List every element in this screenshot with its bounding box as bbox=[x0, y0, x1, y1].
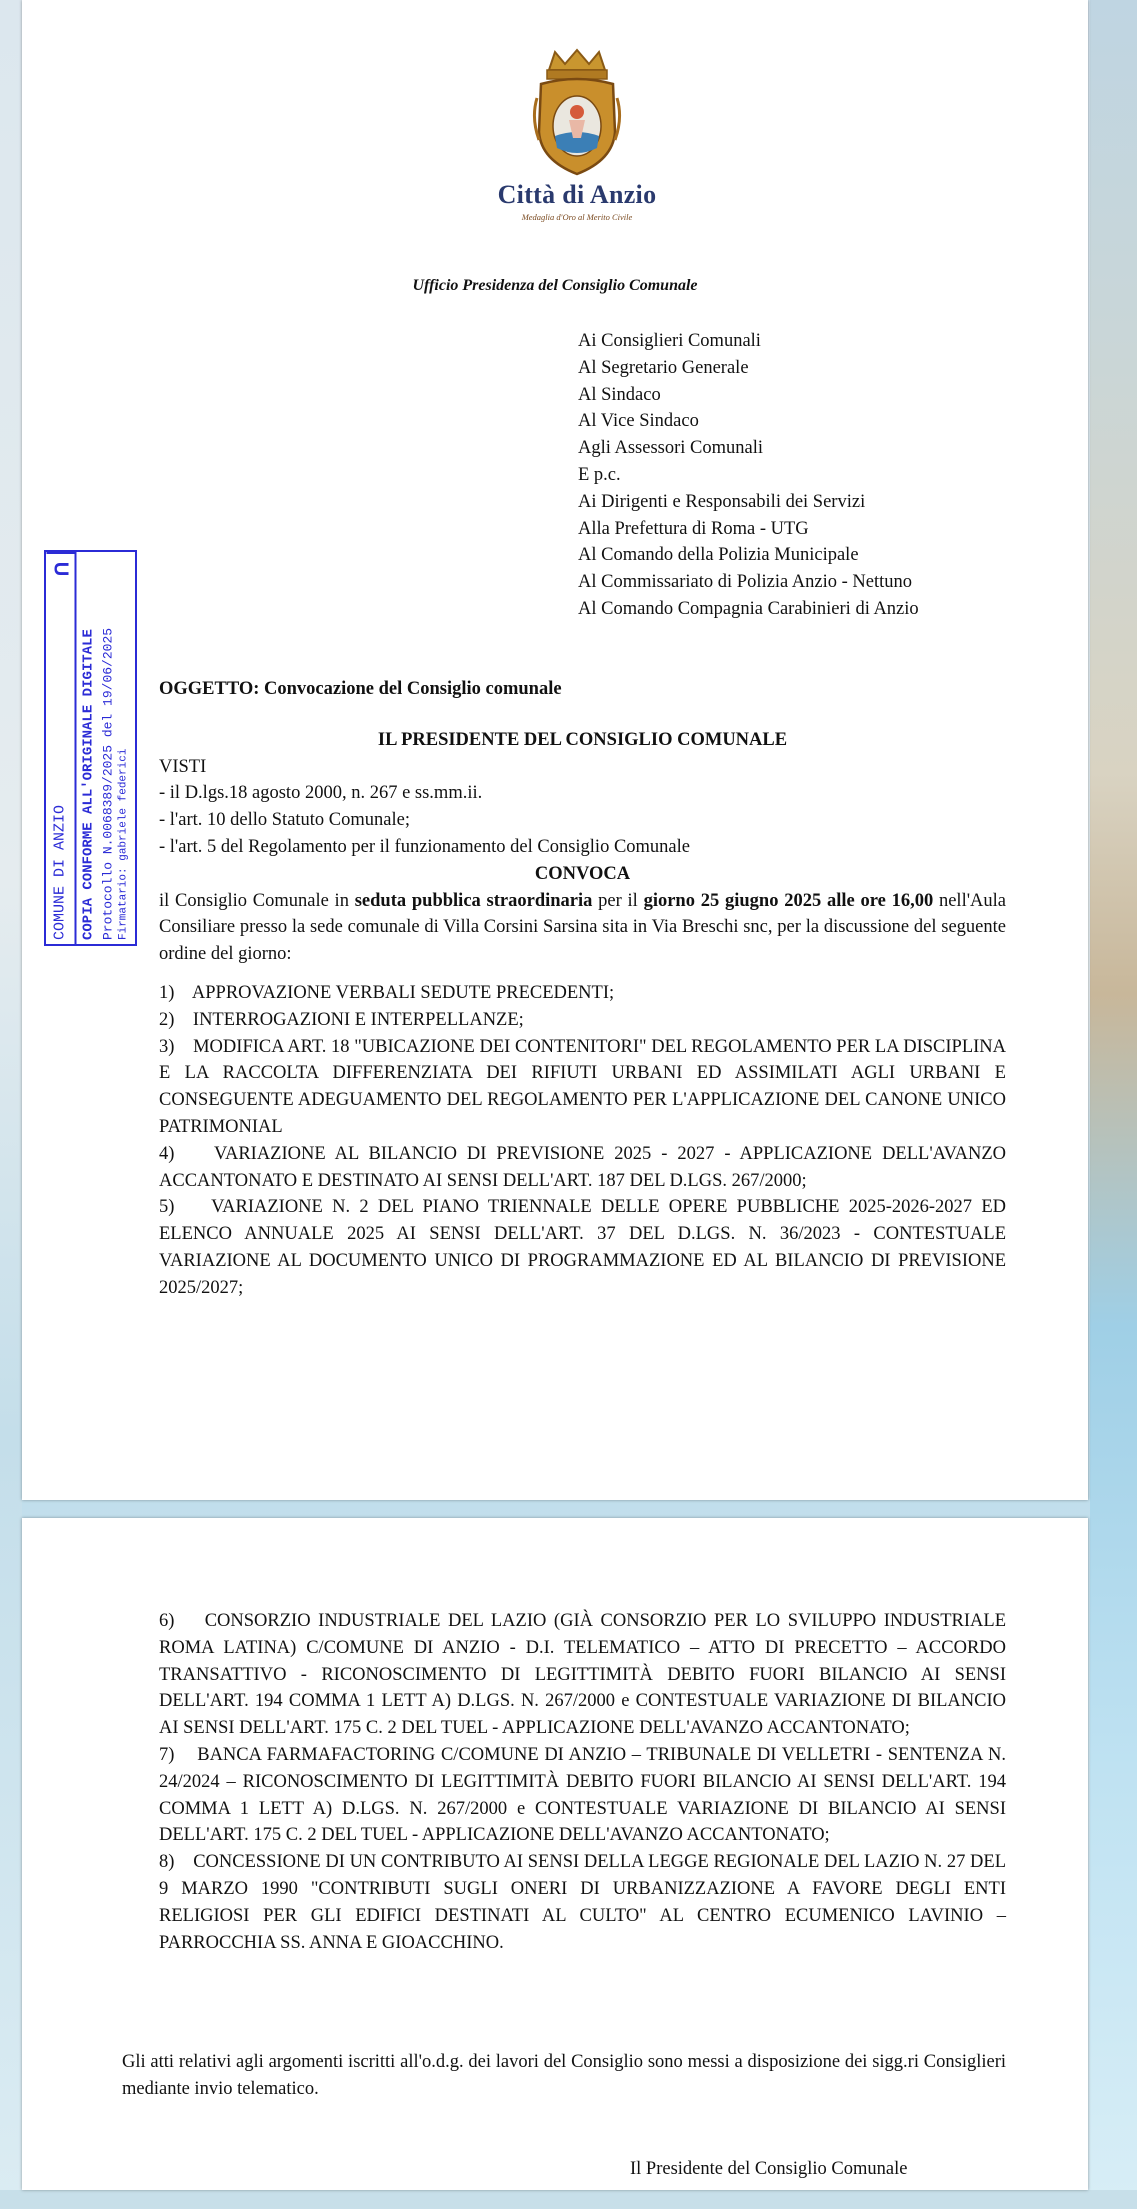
recipient-line: Ai Consiglieri Comunali bbox=[578, 331, 761, 351]
office-name: Ufficio Presidenza del Consiglio Comunale bbox=[412, 277, 698, 294]
coat-of-arms-icon bbox=[531, 48, 623, 178]
recipient-line: Al Comando Compagnia Carabinieri di Anzio bbox=[578, 598, 919, 619]
document-body bbox=[159, 676, 1006, 1302]
signature-line: Il Presidente del Consiglio Comunale bbox=[630, 2159, 908, 2179]
background-left bbox=[0, 0, 22, 2209]
visti-item: - l'art. 10 dello Statuto Comunale; bbox=[159, 810, 410, 831]
stamp-signer: Firmatario: gabriele federici bbox=[117, 748, 129, 940]
agenda-continued bbox=[159, 1608, 1006, 1956]
agenda-item: 2) INTERROGAZIONI E INTERPELLANZE; bbox=[159, 1009, 524, 1030]
agenda-item: 1) APPROVAZIONE VERBALI SEDUTE PRECEDENTI; bbox=[159, 982, 615, 1003]
city-name: Città di Anzio bbox=[497, 180, 657, 209]
document-page-2 bbox=[22, 1518, 1088, 2190]
closing-paragraph: Gli atti relativi agli argomenti iscritti all'o.d.g. dei lavori del Consiglio sono messi a disposizione dei sigg.ri Consiglieri mediante invio telematico. bbox=[122, 2052, 1006, 2099]
visti-item: - l'art. 5 del Regolamento per il funzionamento del Consiglio Comunale bbox=[159, 836, 690, 857]
recipient-line: Al Sindaco bbox=[578, 384, 661, 405]
recipient-line: Ai Dirigenti e Responsabili dei Servizi bbox=[578, 491, 866, 512]
recipient-line: Al Vice Sindaco bbox=[578, 411, 699, 432]
recipient-line: Al Comando della Polizia Municipale bbox=[578, 545, 859, 566]
protocol-stamp bbox=[44, 550, 137, 946]
agenda-item: 6) CONSORZIO INDUSTRIALE DEL LAZIO (GIÀ CONSORZIO PER LO SVILUPPO INDUSTRIALE ROMA LATINA) C/COMUNE DI ANZIO - D.I. TELEMATICO – ATTO DI PRECETTO – ACCORDO TRANSATTIVO - RICONOSCIMENTO DI LEGITTIMITÀ DEBITO FUORI BILANCIO AI SENSI DELL'ART. 194 COMMA 1 LETT A) D.LGS. N. 267/2000 e CONTESTUALE VARIAZIONE DI BILANCIO AI SENSI DELL'ART. 175 C. 2 DEL TUEL - APPLICAZIONE DELL'AVANZO ACCANTONATO; bbox=[159, 1611, 1006, 1739]
heading-presidente: IL PRESIDENTE DEL CONSIGLIO COMUNALE bbox=[377, 729, 788, 750]
convoca-text: il Consiglio Comunale in bbox=[159, 890, 355, 911]
agenda-item: 8) CONCESSIONE DI UN CONTRIBUTO AI SENSI DELLA LEGGE REGIONALE DEL LAZIO N. 27 DEL 9 MARZO 1990 "CONTRIBUTI SUGLI ONERI DI URBANIZZAZIONE A FAVORE DEGLI ENTI RELIGIOSI PER GLI EDIFICI DESTINATI AL CULTO" AL CENTRO ECUMENICO LAVINIO – PARROCCHIA SS. ANNA E GIOACCHINO. bbox=[159, 1852, 1006, 1953]
stamp-letter: U bbox=[46, 552, 74, 584]
stamp-title: COPIA CONFORME ALL'ORIGINALE DIGITALE bbox=[80, 629, 96, 940]
convoca-label: CONVOCA bbox=[534, 863, 631, 884]
convoca-session-type: seduta pubblica straordinaria bbox=[354, 890, 593, 911]
recipient-line: E p.c. bbox=[578, 464, 621, 485]
city-logo bbox=[477, 48, 677, 238]
stamp-protocol: Protocollo N.0068389/2025 del 19/06/2025 bbox=[100, 627, 115, 940]
convoca-paragraph bbox=[159, 888, 1006, 968]
recipient-line: Al Commissariato di Polizia Anzio - Nettuno bbox=[578, 572, 912, 593]
subject-line: OGGETTO: Convocazione del Consiglio comunale bbox=[159, 679, 562, 699]
visti-item: - il D.lgs.18 agosto 2000, n. 267 e ss.mm.ii. bbox=[159, 783, 483, 804]
convoca-text: nell'Aula Consiliare presso la sede comunale di Villa Corsini Sarsina sita in Via Breschi snc, per la discussione del seguente ordine del giorno: bbox=[159, 890, 1006, 965]
stamp-ente: COMUNE DI ANZIO bbox=[51, 804, 68, 940]
recipients-list bbox=[578, 328, 919, 623]
visti-label: VISTI bbox=[159, 756, 207, 777]
recipient-line: Agli Assessori Comunali bbox=[578, 438, 764, 459]
background-bottom bbox=[0, 2190, 1137, 2209]
recipient-line: Al Segretario Generale bbox=[578, 357, 749, 378]
agenda-item: 5) VARIAZIONE N. 2 DEL PIANO TRIENNALE DELLE OPERE PUBBLICHE 2025-2026-2027 ED ELENCO ANNUALE 2025 AI SENSI DELL'ART. 37 DEL D.LGS. N. 36/2023 - CONTESTUALE VARIAZIONE AL DOCUMENTO UNICO DI PROGRAMMAZIONE ED AL BILANCIO DI PREVISIONE 2025/2027; bbox=[159, 1197, 1006, 1298]
convoca-date-time: giorno 25 giugno 2025 alle ore 16,00 bbox=[643, 890, 934, 911]
city-motto: Medaglia d'Oro al Merito Civile bbox=[521, 212, 633, 222]
background-right bbox=[1090, 0, 1137, 2209]
agenda-item: 4) VARIAZIONE AL BILANCIO DI PREVISIONE 2025 - 2027 - APPLICAZIONE DELL'AVANZO ACCANTONATO E DESTINATO AI SENSI DELL'ART. 187 DEL D.LGS. 267/2000; bbox=[159, 1143, 1006, 1191]
convoca-text: per il bbox=[592, 890, 644, 911]
agenda-item: 7) BANCA FARMAFACTORING C/COMUNE DI ANZIO – TRIBUNALE DI VELLETRI - SENTENZA N. 24/2024 – RICONOSCIMENTO DI LEGITTIMITÀ DEBITO FUORI BILANCIO AI SENSI DELL'ART. 194 COMMA 1 LETT A) D.LGS. N. 267/2000 e CONTESTUALE VARIAZIONE DI BILANCIO AI SENSI DELL'ART. 175 C. 2 DEL TUEL - APPLICAZIONE DELL'AVANZO ACCANTONATO; bbox=[159, 1744, 1006, 1846]
recipient-line: Alla Prefettura di Roma - UTG bbox=[578, 518, 809, 539]
document-page-1 bbox=[22, 0, 1088, 1500]
agenda-item: 3) MODIFICA ART. 18 "UBICAZIONE DEI CONTENITORI" DEL REGOLAMENTO PER LA DISCIPLINA E LA RACCOLTA DIFFERENZIATA DEI RIFIUTI URBANI ED ASSIMILATI AGLI URBANI E CONSEGUENTE ADEGUAMENTO DEL REGOLAMENTO PER L'APPLICAZIONE DEL CANONE UNICO PATRIMONIAL bbox=[159, 1036, 1006, 1137]
